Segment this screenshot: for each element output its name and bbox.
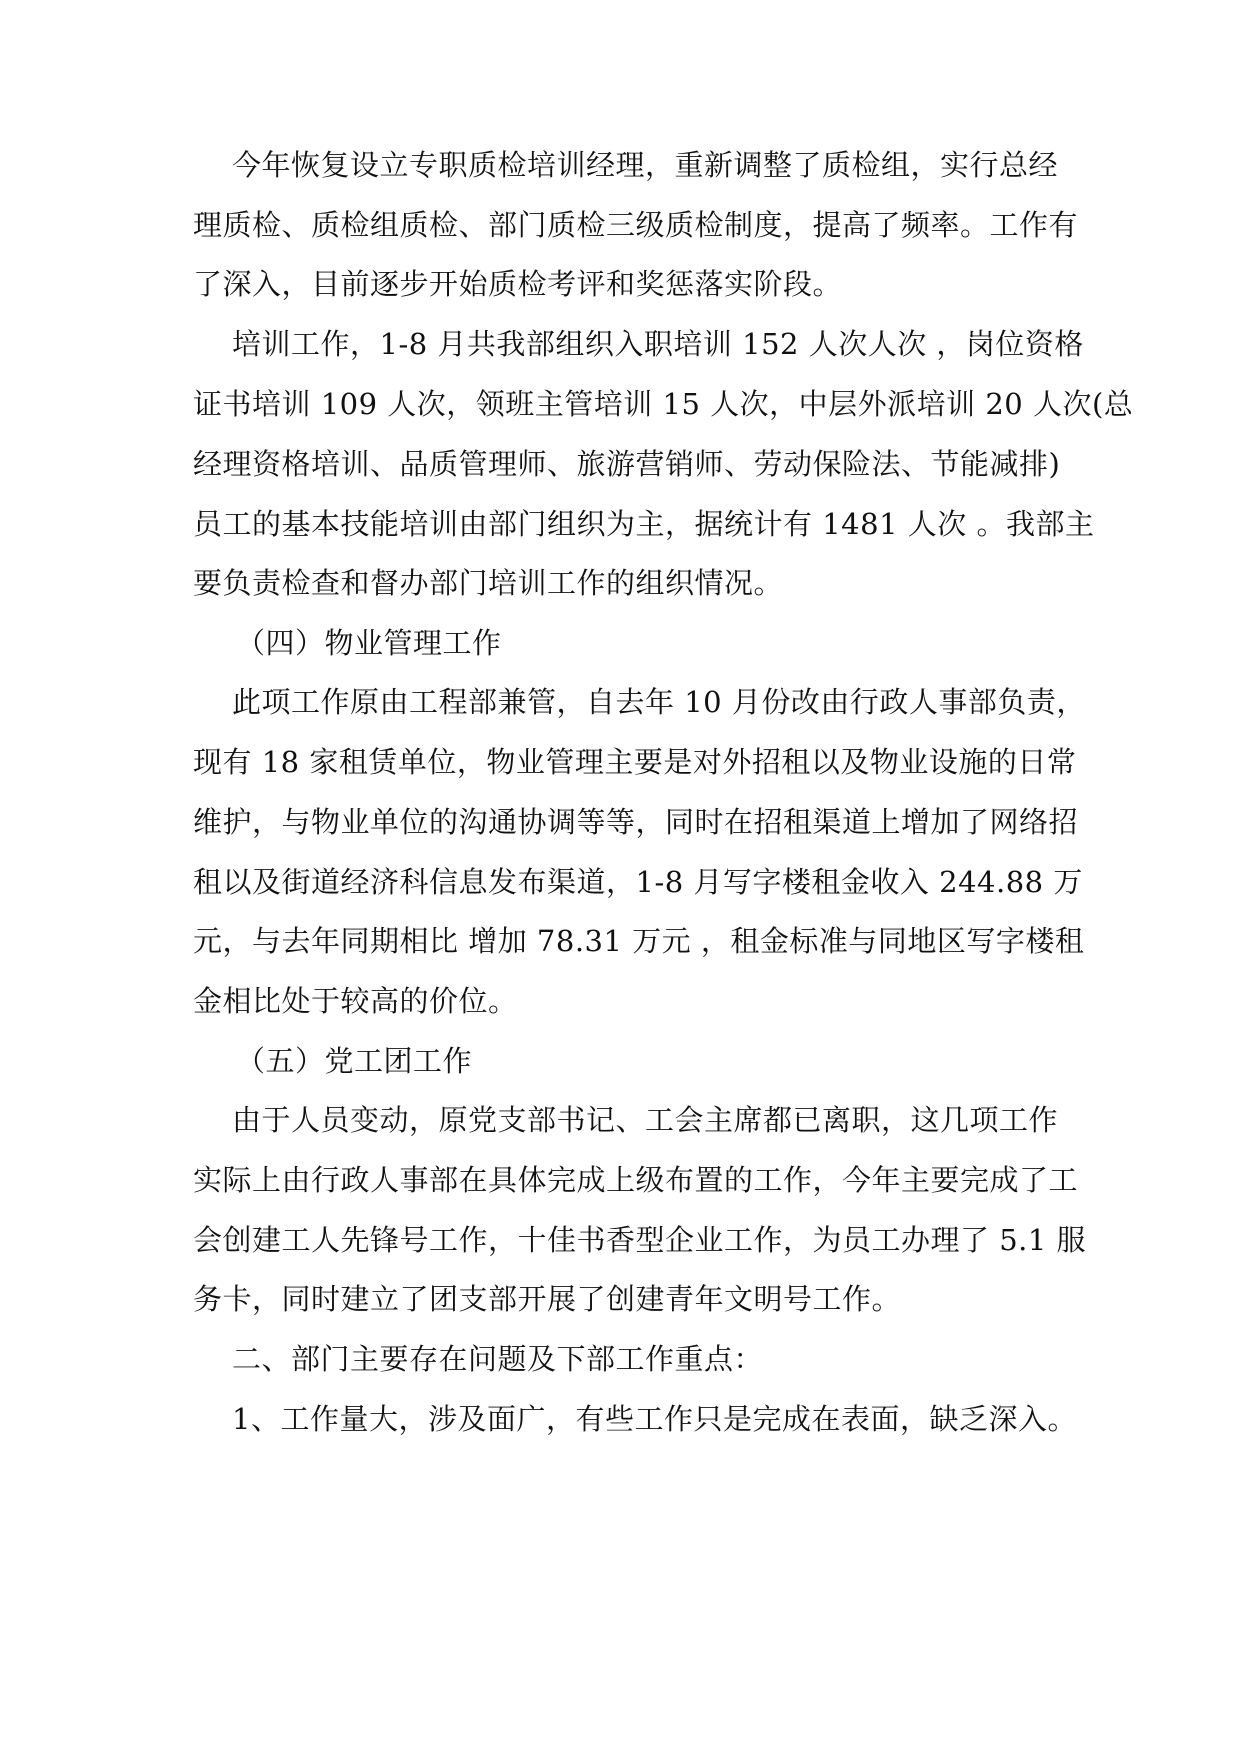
- paragraph-line: 员工的基本技能培训由部门组织为主，据统计有 1481 人次 。我部主: [193, 507, 1095, 541]
- section-heading: （四）物业管理工作: [236, 626, 502, 660]
- paragraph-line: 务卡，同时建立了团支部开展了创建青年文明号工作。: [193, 1282, 902, 1316]
- paragraph-line: 会创建工人先锋号工作，十佳书香型企业工作，为员工办理了 5.1 服: [193, 1223, 1087, 1257]
- section-heading: （五）党工团工作: [236, 1044, 473, 1078]
- paragraph-line: 培训工作，1-8 月共我部组织入职培训 152 人次人次 ，岗位资格: [232, 327, 1084, 361]
- paragraph-line: 租以及街道经济科信息发布渠道，1-8 月写字楼租金收入 244.88 万: [193, 865, 1083, 899]
- list-item: 1、工作量大，涉及面广，有些工作只是完成在表面，缺乏深入。: [232, 1402, 1077, 1436]
- paragraph-line: 理质检、质检组质检、部门质检三级质检制度，提高了频率。工作有: [193, 208, 1079, 242]
- paragraph-line: 由于人员变动，原党支部书记、工会主席都已离职，这几项工作: [232, 1103, 1059, 1137]
- section-heading: 二、部门主要存在问题及下部工作重点：: [232, 1342, 764, 1376]
- paragraph-line: 此项工作原由工程部兼管，自去年 10 月份改由行政人事部负责，: [232, 685, 1086, 719]
- paragraph-line: 了深入，目前逐步开始质检考评和奖惩落实阶段。: [193, 267, 843, 301]
- paragraph-line: 证书培训 109 人次，领班主管培训 15 人次，中层外派培训 20 人次(总: [193, 387, 1134, 421]
- paragraph-line: 要负责检查和督办部门培训工作的组织情况。: [193, 566, 784, 600]
- paragraph-line: 今年恢复设立专职质检培训经理，重新调整了质检组，实行总经: [232, 148, 1059, 182]
- paragraph-line: 元，与去年同期相比 增加 78.31 万元 ，租金标准与同地区写字楼租: [193, 924, 1085, 958]
- paragraph-line: 金相比处于较高的价位。: [193, 984, 518, 1018]
- paragraph-line: 经理资格培训、品质管理师、旅游营销师、劳动保险法、节能减排): [193, 447, 1061, 481]
- paragraph-line: 维护，与物业单位的沟通协调等等，同时在招租渠道上增加了网络招: [193, 805, 1079, 839]
- paragraph-line: 实际上由行政人事部在具体完成上级布置的工作，今年主要完成了工: [193, 1163, 1079, 1197]
- paragraph-line: 现有 18 家租赁单位，物业管理主要是对外招租以及物业设施的日常: [193, 745, 1077, 779]
